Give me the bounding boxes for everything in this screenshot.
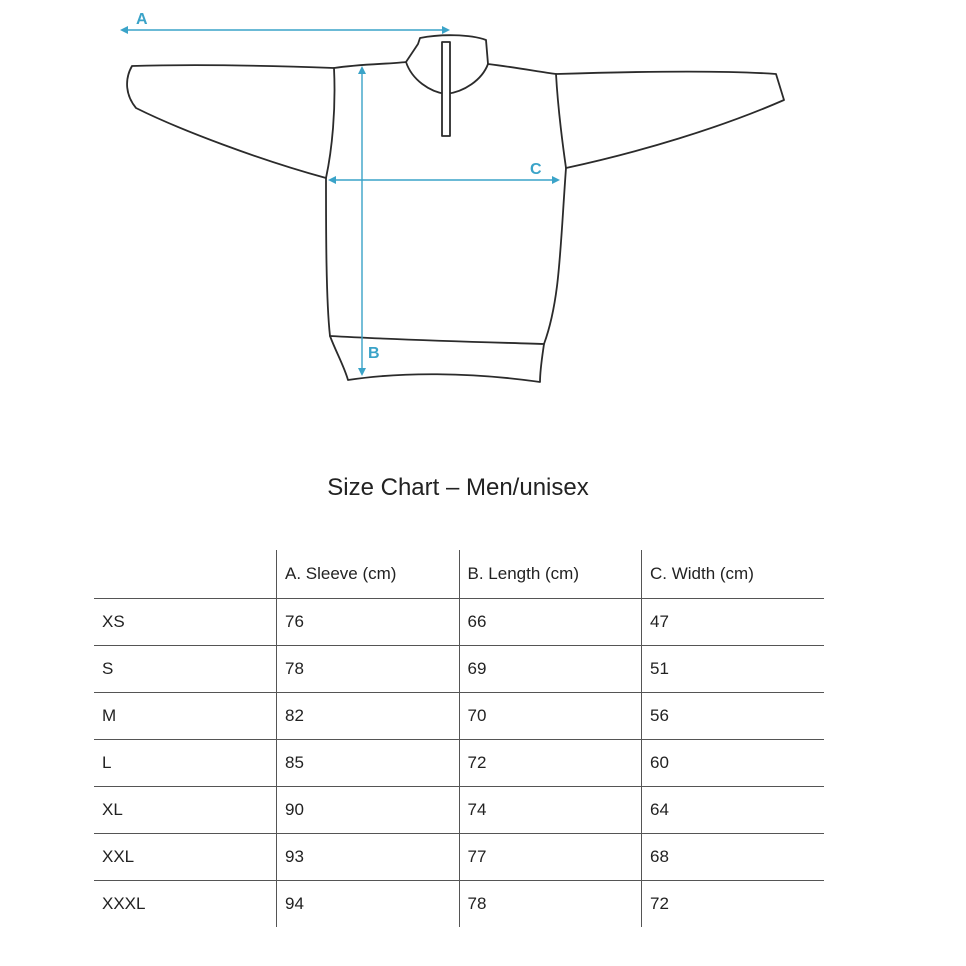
header-sleeve: A. Sleeve (cm)	[277, 550, 460, 599]
dimension-c-label: C	[530, 161, 542, 178]
size-rows	[94, 599, 824, 928]
length-cell: 78	[459, 881, 642, 928]
table-row	[94, 834, 824, 881]
width-cell: 47	[642, 599, 825, 646]
size-cell: XXL	[94, 834, 277, 881]
sleeve-cell: 93	[277, 834, 460, 881]
sleeve-cell: 85	[277, 740, 460, 787]
sleeve-cell: 78	[277, 646, 460, 693]
table-row	[94, 787, 824, 834]
length-cell: 70	[459, 693, 642, 740]
size-table	[94, 550, 824, 927]
size-cell: XS	[94, 599, 277, 646]
sleeve-cell: 94	[277, 881, 460, 928]
table-row	[94, 693, 824, 740]
length-cell: 66	[459, 599, 642, 646]
zipper	[442, 42, 450, 136]
length-cell: 72	[459, 740, 642, 787]
width-cell: 56	[642, 693, 825, 740]
width-cell: 68	[642, 834, 825, 881]
size-cell: XL	[94, 787, 277, 834]
sleeve-cell: 90	[277, 787, 460, 834]
table-row	[94, 599, 824, 646]
width-cell: 64	[642, 787, 825, 834]
size-cell: S	[94, 646, 277, 693]
dimension-a	[120, 11, 450, 34]
table-row	[94, 646, 824, 693]
table-row	[94, 881, 824, 928]
size-cell: M	[94, 693, 277, 740]
header-size	[94, 550, 277, 599]
dimension-a-label: A	[136, 11, 148, 28]
table-row	[94, 740, 824, 787]
length-cell: 74	[459, 787, 642, 834]
length-cell: 77	[459, 834, 642, 881]
page-title: Size Chart – Men/unisex	[327, 474, 589, 501]
dimension-b-label: B	[368, 345, 380, 362]
sleeve-cell: 76	[277, 599, 460, 646]
width-cell: 60	[642, 740, 825, 787]
width-cell: 72	[642, 881, 825, 928]
size-cell: L	[94, 740, 277, 787]
table-header-row	[94, 550, 824, 599]
header-length: B. Length (cm)	[459, 550, 642, 599]
size-cell: XXXL	[102, 894, 146, 913]
sweater-diagram	[0, 0, 966, 420]
header-width: C. Width (cm)	[642, 550, 825, 599]
width-cell: 51	[642, 646, 825, 693]
sleeve-cell: 82	[277, 693, 460, 740]
length-cell: 69	[459, 646, 642, 693]
